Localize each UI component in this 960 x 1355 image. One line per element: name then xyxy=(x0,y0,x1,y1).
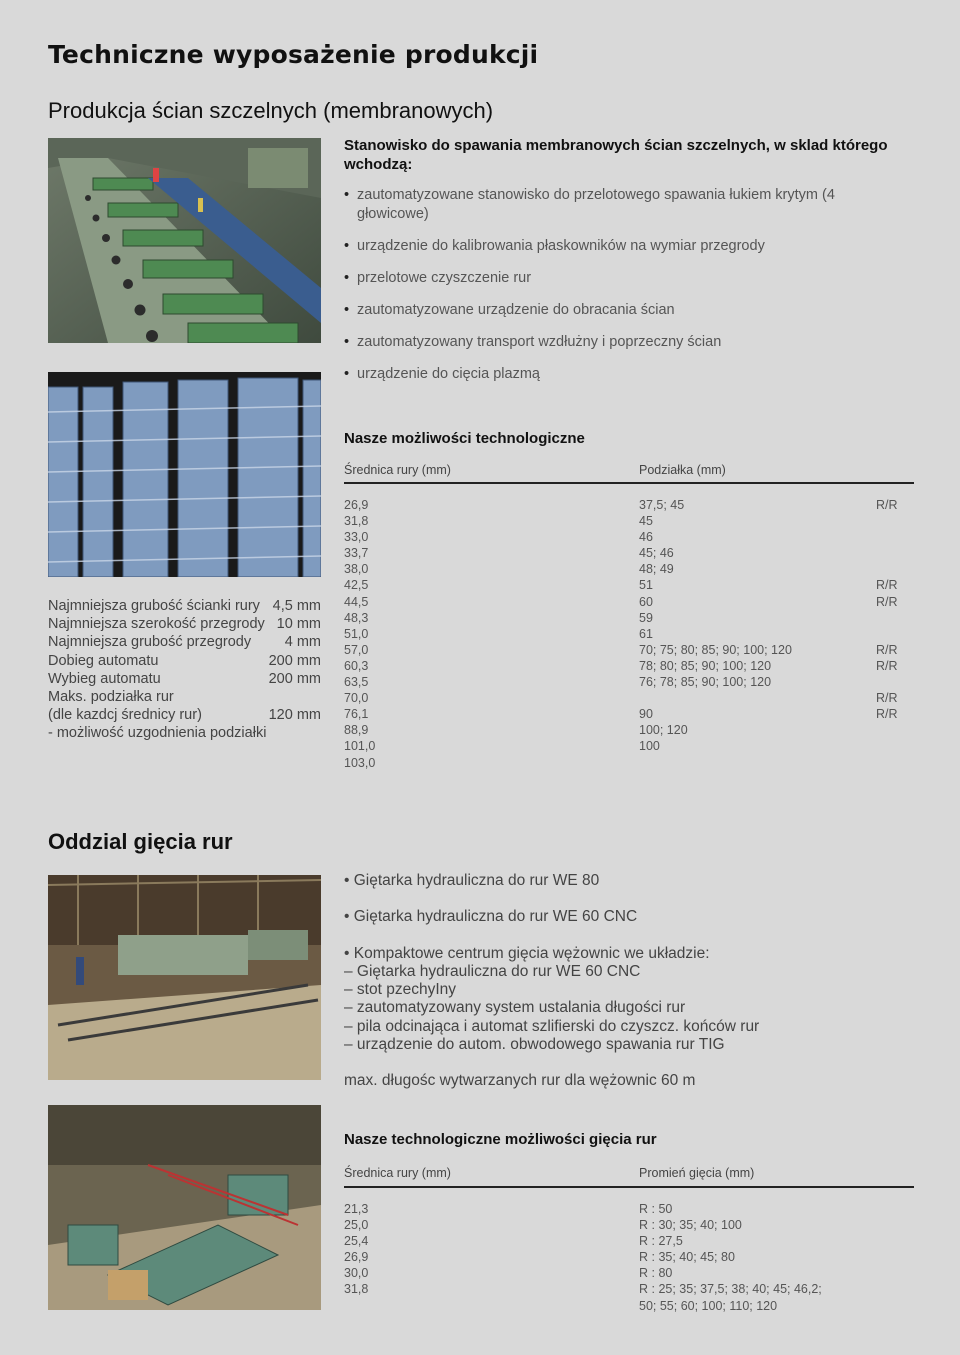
list-item: • urządzenie do kalibrowania płaskowników na wymiar przegrody xyxy=(344,237,904,256)
bending-radius-column xyxy=(639,1201,909,1314)
table-cell: 25,0 xyxy=(344,1218,369,1233)
table-cell: 78; 80; 85; 90; 100; 120 xyxy=(639,658,772,673)
spec-row xyxy=(48,652,321,670)
bending-equipment-list xyxy=(344,872,904,1091)
section-heading-membrane: Produkcja ścian szczelnych (membranowych) xyxy=(48,98,494,123)
spec-label: (dle kazdcj średnicy rur) xyxy=(48,707,202,724)
table-rule xyxy=(344,482,914,484)
list-item: – pila odcinająca i automat szlifierski do czyszcz. końców rur xyxy=(344,1017,760,1035)
table-cell: 100 xyxy=(639,739,660,754)
table-cell: R : 80 xyxy=(639,1266,673,1281)
table-cell: 59 xyxy=(639,610,653,625)
table-cell xyxy=(639,755,859,771)
table-cell: 100; 120 xyxy=(639,723,688,738)
table-cell xyxy=(876,626,912,642)
photo-welding-line xyxy=(48,138,321,343)
diameter-column xyxy=(344,497,404,771)
page-title: Techniczne wyposażenie produkcji xyxy=(48,40,539,69)
table-cell: 48,3 xyxy=(344,610,369,625)
list-item: • Giętarka hydrauliczna do rur WE 80 xyxy=(344,872,600,889)
table-cell xyxy=(876,610,912,626)
table-cell: R/R xyxy=(876,498,898,512)
spec-label: Najmniejsza grubość ścianki rury xyxy=(48,598,260,614)
spec-row xyxy=(48,688,321,706)
list-item: • Giętarka hydrauliczna do rur WE 60 CNC xyxy=(344,908,638,926)
spec-label: Najmniejsza grubość przegrody xyxy=(48,634,252,651)
spec-row xyxy=(48,633,321,651)
table-cell: R/R xyxy=(876,578,898,593)
table-cell: R : 30; 35; 40; 100 xyxy=(639,1218,742,1233)
table-cell: 70; 75; 80; 85; 90; 100; 120 xyxy=(639,642,792,657)
table-cell: 42,5 xyxy=(344,578,369,593)
table-cell xyxy=(876,561,912,577)
table-cell xyxy=(876,674,912,690)
table-cell xyxy=(876,722,912,738)
list-item: – stot pzechyIny xyxy=(344,981,457,999)
list-item: • zautomatyzowane stanowisko do przelotowego spawania łukiem krytym (4 głowicowe) xyxy=(344,186,904,224)
bending-diameter-column xyxy=(344,1201,404,1314)
spec-row xyxy=(48,597,321,615)
table-rule xyxy=(344,1186,914,1188)
table-cell: 48; 49 xyxy=(639,562,674,577)
max-length-note: max. długośc wytwarzanych rur dla wężownic 60 m xyxy=(344,1072,696,1090)
table-cell: 31,8 xyxy=(344,514,369,529)
spec-label: Najmniejsza szerokość przegrody xyxy=(48,616,265,633)
photo-bending-center xyxy=(48,1105,321,1310)
spec-value: 200 mm xyxy=(268,652,321,669)
spec-row xyxy=(48,706,321,724)
table-cell: 26,9 xyxy=(344,498,369,512)
table-cell xyxy=(876,529,912,545)
list-item: • przelotowe czyszczenie rur xyxy=(344,269,904,288)
photo-bending-hall xyxy=(48,875,321,1080)
table-cell: R : 50 xyxy=(639,1202,673,1216)
table-cell: 51 xyxy=(639,578,653,593)
welding-station-intro: Stanowisko do spawania membranowych ścian szczelnych, w sklad którego wchodzą: xyxy=(344,137,888,173)
table-cell: R : 25; 35; 37,5; 38; 40; 45; 46,2; xyxy=(639,1282,822,1297)
spec-value: 200 mm xyxy=(268,670,321,687)
table-cell xyxy=(876,755,912,771)
table-cell: 21,3 xyxy=(344,1202,369,1216)
spec-row xyxy=(48,670,321,688)
table-cell: 76; 78; 85; 90; 100; 120 xyxy=(639,675,772,690)
table-cell xyxy=(876,513,912,529)
table-cell: R/R xyxy=(876,691,898,706)
table-cell: 45; 46 xyxy=(639,546,674,561)
table-cell xyxy=(876,545,912,561)
table-cell: 33,7 xyxy=(344,546,369,561)
spec-value: 4,5 mm xyxy=(272,598,321,614)
list-item: – Giętarka hydrauliczna do rur WE 60 CNC xyxy=(344,962,641,980)
list-item: – zautomatyzowany system ustalania długości rur xyxy=(344,999,686,1017)
table-cell xyxy=(344,1298,404,1314)
photo-membrane-walls xyxy=(48,372,321,577)
table-cell: 60 xyxy=(639,594,653,609)
table-cell: R : 35; 40; 45; 80 xyxy=(639,1250,735,1265)
pitch-column xyxy=(639,497,859,771)
list-item: – urządzenie do autom. obwodowego spawania rur TIG xyxy=(344,1036,725,1054)
welding-station-list xyxy=(344,186,904,384)
list-item: • urządzenie do cięcia plazmą xyxy=(344,365,904,384)
table-cell: 50; 55; 60; 100; 110; 120 xyxy=(639,1298,778,1313)
table-cell xyxy=(639,690,859,706)
spec-label: - możliwość uzgodnienia podziałki xyxy=(48,725,267,742)
pitch-column-header: Podziałka (mm) xyxy=(639,463,726,477)
table-cell: 101,0 xyxy=(344,739,376,754)
table-cell: R/R xyxy=(876,658,898,673)
table-cell: 31,8 xyxy=(344,1282,369,1297)
table-cell: 44,5 xyxy=(344,594,369,609)
bending-capabilities-heading: Nasze technologiczne możliwości gięcia rur xyxy=(344,1131,657,1148)
table-cell: 76,1 xyxy=(344,707,369,722)
machine-specs xyxy=(48,597,321,743)
table-cell: 26,9 xyxy=(344,1250,369,1265)
table-cell: R/R xyxy=(876,594,898,609)
diameter-column-header: Średnica rury (mm) xyxy=(344,463,451,477)
table-cell: 90 xyxy=(639,707,653,722)
spec-label: Wybieg automatu xyxy=(48,670,161,687)
bending-diameter-header: Średnica rury (mm) xyxy=(344,1166,451,1180)
spec-value: 4 mm xyxy=(284,634,321,651)
table-cell: 33,0 xyxy=(344,530,369,545)
list-item: • Kompaktowe centrum gięcia wężownic we układzie: xyxy=(344,944,710,962)
table-cell: 51,0 xyxy=(344,626,369,641)
list-item: • zautomatyzowany transport wzdłużny i poprzeczny ścian xyxy=(344,333,904,352)
table-cell: 25,4 xyxy=(344,1234,369,1249)
table-cell xyxy=(876,738,912,754)
table-cell: 63,5 xyxy=(344,675,369,690)
spec-label: Maks. podziałka rur xyxy=(48,689,174,706)
table-cell: R/R xyxy=(876,642,898,657)
bending-radius-header: Promień gięcia (mm) xyxy=(639,1166,755,1180)
table-cell: 57,0 xyxy=(344,642,369,657)
table-cell: 61 xyxy=(639,626,653,641)
table-cell: 45 xyxy=(639,514,653,529)
table-cell: 88,9 xyxy=(344,723,369,738)
capabilities-heading: Nasze możliwości technologiczne xyxy=(344,430,585,447)
table-cell: 38,0 xyxy=(344,562,369,577)
rr-column xyxy=(876,497,912,771)
spec-row xyxy=(48,724,321,742)
spec-row xyxy=(48,615,321,633)
spec-value: 10 mm xyxy=(276,616,321,633)
table-cell: 60,3 xyxy=(344,658,369,673)
spec-value: 120 mm xyxy=(268,707,321,724)
table-cell: 70,0 xyxy=(344,691,369,706)
section-heading-bending: Oddzial gięcia rur xyxy=(48,829,233,854)
table-cell: 30,0 xyxy=(344,1266,369,1281)
spec-label: Dobieg automatu xyxy=(48,652,159,669)
table-cell: R : 27,5 xyxy=(639,1234,683,1249)
table-cell: 103,0 xyxy=(344,755,376,770)
table-cell: 37,5; 45 xyxy=(639,498,685,512)
table-cell: 46 xyxy=(639,530,653,545)
list-item: • zautomatyzowane urządzenie do obracania ścian xyxy=(344,301,904,320)
table-cell: R/R xyxy=(876,707,898,722)
